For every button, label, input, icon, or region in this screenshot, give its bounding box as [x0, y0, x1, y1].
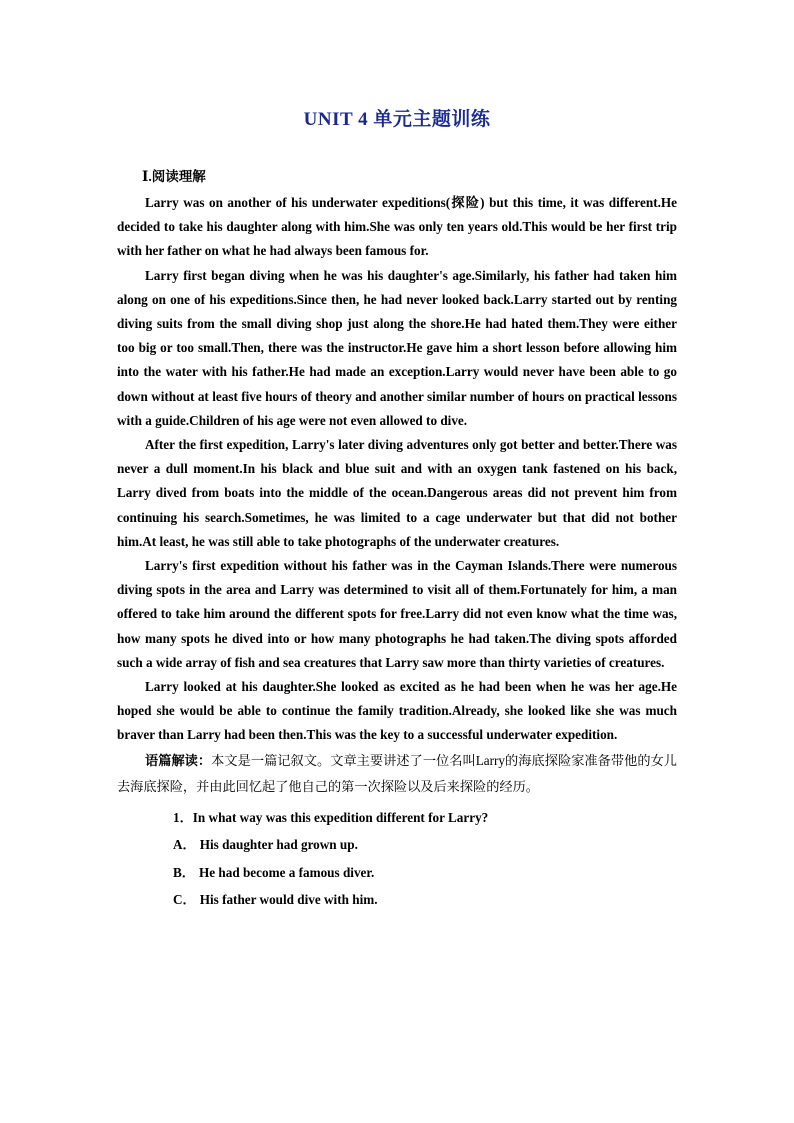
question-text: In what way was this expedition different for Larry? [192, 809, 489, 825]
page-title: UNIT 4 单元主题训练 [303, 109, 491, 130]
option-c [117, 886, 677, 914]
section-heading: Ⅰ.阅读理解 [142, 169, 206, 184]
question-number: 1． [173, 809, 193, 825]
passage-paragraph-5: Larry looked at his daughter.She looked as excited as he had been when he was her age.He hoped she would be able to continue the family tradition.Already, she looked like she was much braver than Larry had been then.This was the key to a successful underwater expedition. [117, 679, 677, 743]
reading-passage [117, 191, 677, 914]
analysis-text: 本文是一篇记叙文。文章主要讲述了一位名叫Larry的海底探险家准备带他的女儿去海底探险，并由此回忆起了他自己的第一次探险以及后来探险的经历。 [117, 752, 677, 795]
option-letter: B． [173, 864, 195, 880]
passage-paragraph-2: Larry first began diving when he was his daughter's age.Similarly, his father had taken him along on one of his expeditions.Since then, he had never looked back.Larry started out by renting diving suits from the small diving shop just along the shore.He had hated them.They were either too big or too small.Then, there was the instructor.He gave him a short lesson before allowing him into the water with his father.He had made an exception.Larry would never have been able to go down without at least five hours of theory and another similar number of hours on practical lessons with a guide.Children of his age were not even allowed to dive. [117, 267, 677, 428]
analysis-label: 语篇解读： [145, 752, 212, 768]
question-block [117, 804, 677, 914]
option-text: His daughter had grown up. [199, 837, 358, 853]
option-letter: C． [173, 892, 196, 908]
passage-paragraph-1: Larry was on another of his underwater expeditions(探险) but this time, it was different.He decided to take his daughter along with him.She was only ten years old.This would be her first trip with her father on what he had always been famous for. [117, 195, 677, 259]
option-letter: A． [173, 837, 196, 853]
question-stem [117, 804, 677, 832]
passage-paragraph-4: Larry's first expedition without his father was in the Cayman Islands.There were numerous diving spots in the area and Larry was determined to visit all of them.Fortunately for him, a man offered to take him around the different spots for free.Larry did not even know what the time was, how many spots he dived into or how many photographs he had taken.The diving spots afforded such a wide array of fish and sea creatures that Larry saw more than thirty varieties of creatures. [117, 558, 677, 670]
option-text: He had become a famous diver. [198, 864, 375, 880]
option-b [117, 859, 677, 887]
passage-paragraph-3: After the first expedition, Larry's later diving adventures only got better and better.There was never a dull moment.In his black and blue suit and with an oxygen tank fastened on his back, Larry dived from boats into the middle of the ocean.Dangerous areas did not prevent him from continuing his search.Sometimes, he was limited to a cage underwater but that did not bother him.At least, he was still able to take photographs of the underwater creatures. [117, 437, 677, 549]
option-a [117, 831, 677, 859]
option-text: His father would dive with him. [199, 892, 378, 908]
passage-analysis [117, 748, 677, 801]
